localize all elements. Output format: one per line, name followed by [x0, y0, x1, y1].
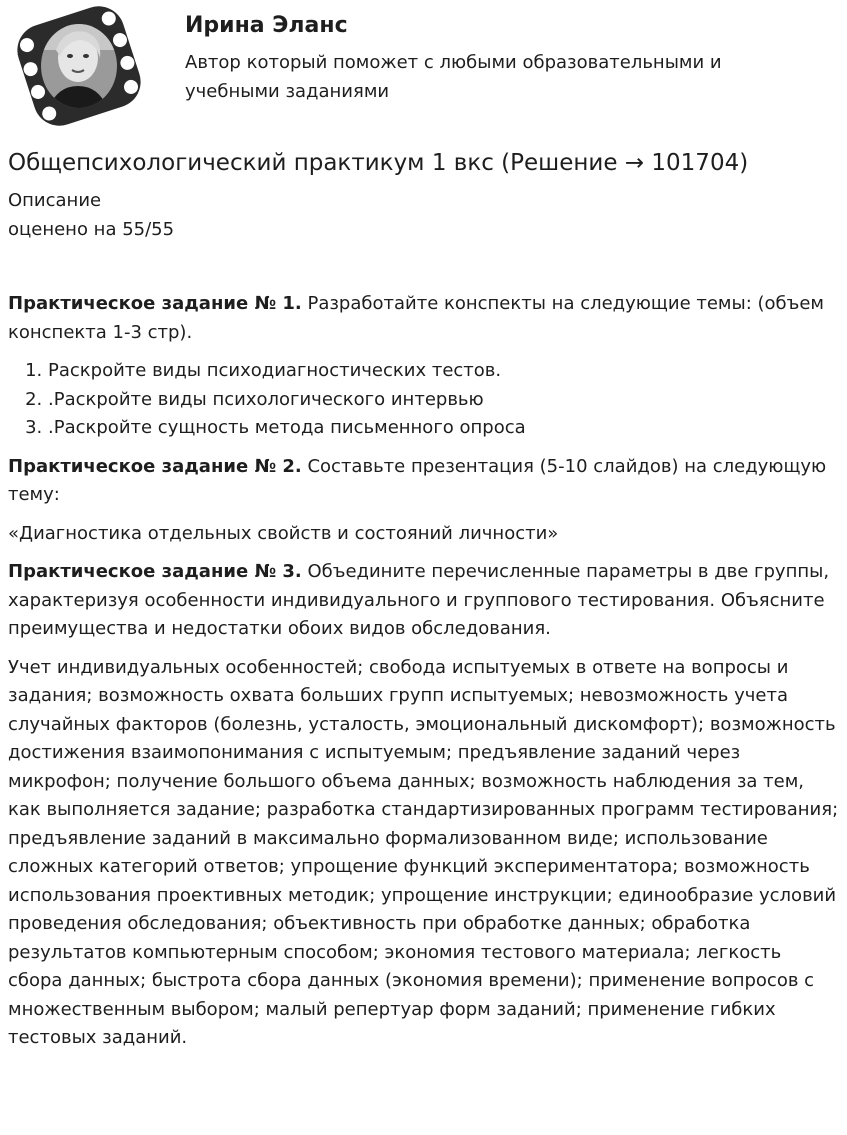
list-item: 2. .Раскройте виды психологического интервью — [48, 386, 840, 415]
score-text: оценено на 55/55 — [8, 219, 175, 240]
task1-paragraph — [8, 290, 840, 347]
task3-label: Практическое задание № 3. — [8, 561, 302, 582]
description-label: Описание — [8, 190, 102, 211]
author-card — [0, 0, 847, 130]
filmstrip-avatar-icon — [6, 6, 152, 126]
page-title: Общепсихологический практикум 1 вкс (Решение → 101704) — [8, 150, 749, 176]
task3-paragraph — [8, 558, 840, 644]
task1-label: Практическое задание № 1. — [8, 293, 302, 314]
task2-paragraph — [8, 453, 840, 510]
list-item: 1. Раскройте виды психодиагностических тестов. — [48, 357, 840, 386]
task3-text: Объедините перечисленные параметры в две группы, характеризуя особенности индивидуального и группового тестирования. Объясните преимущества и недостатки обоих видов обследования. — [8, 561, 830, 639]
author-description: Автор который поможет с любыми образовательными и учебными заданиями — [185, 52, 722, 102]
task1-list — [8, 357, 840, 443]
list-item: 3. .Раскройте сущность метода письменного опроса — [48, 414, 840, 443]
task3-parameters: Учет индивидуальных особенностей; свобода испытуемых в ответе на вопросы и задания; возможность охвата больших групп испытуемых; невозможность учета случайных факторов (болезнь, усталость, эмоциональный дискомфорт); возможность достижения взаимопонимания с испытуемым; предъявление заданий через микрофон; получение большого объема данных; возможность наблюдения за тем, как выполняется задание; разработка стандартизированных программ тестирования; предъявление заданий в максимально формализованном виде; использование сложных категорий ответов; упрощение функций экспериментатора; возможность использования проективных методик; упрощение инструкции; единообразие условий проведения обследования; объективность при обработке данных; обработка результатов компьютерным способом; экономия тестового материала; легкость сбора данных; быстрота сбора данных (экономия времени); применение вопросов с множественным выбором; малый репертуар форм заданий; применение гибких тестовых заданий. — [8, 656, 839, 1048]
task2-topic: «Диагностика отдельных свойств и состояний личности» — [8, 522, 559, 544]
task2-text: Составьте презентация (5-10 слайдов) на следующую тему: — [8, 455, 827, 505]
task2-label: Практическое задание № 2. — [8, 455, 302, 477]
author-name[interactable]: Ирина Эланс — [185, 13, 348, 38]
meta-block — [8, 186, 174, 244]
task1-text: Разработайте конспекты на следующие темы: (объем конспекта 1-3 стр). — [8, 293, 825, 343]
task-content — [8, 290, 840, 1063]
